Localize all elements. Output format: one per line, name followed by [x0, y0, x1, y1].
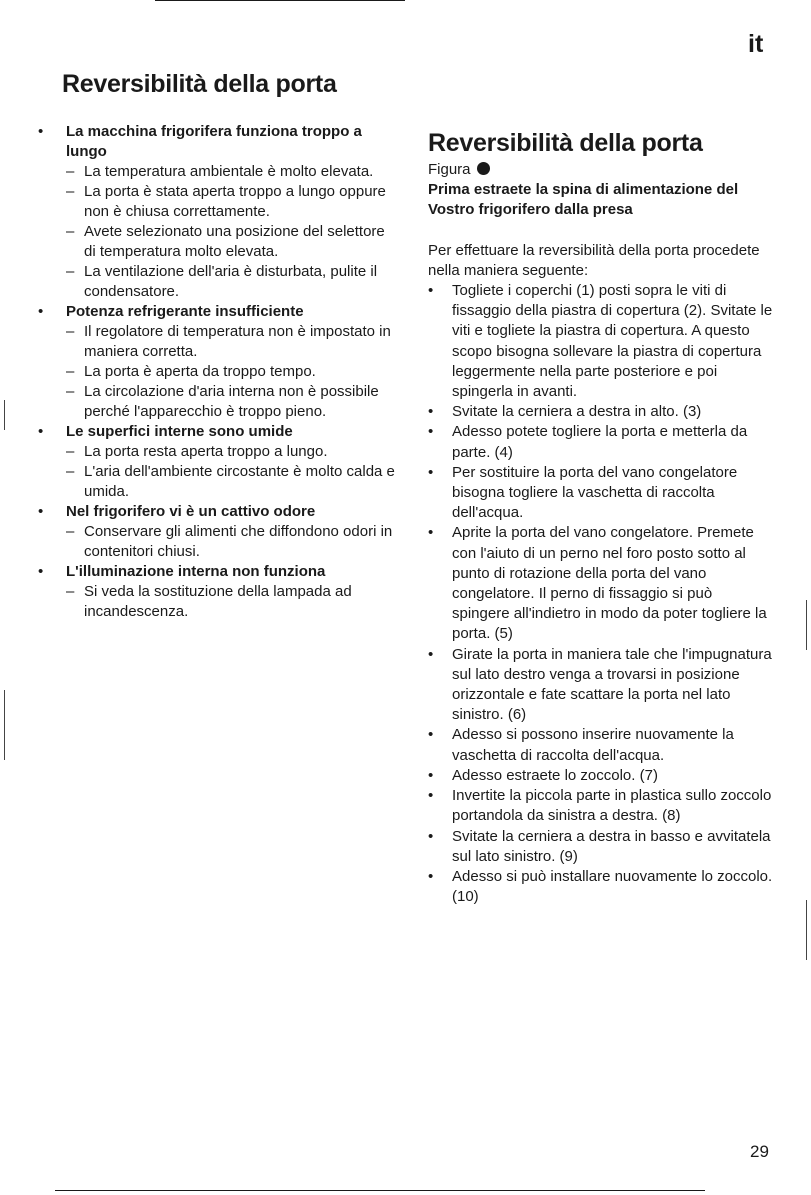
- cause-item: – Si veda la sostituzione della lampada ad incandescenza.: [66, 582, 400, 622]
- step-item: • Togliete i coperchi (1) posti sopra le viti di fissaggio della piastra di copertura (2). Svitate le viti e togliete la piastra di copertura. A questo scopo bisogna sollevare la piastra di copertura leggermente nella parte posteriore e poi spingerla in avanti.: [428, 281, 773, 402]
- top-rule: [155, 0, 405, 1]
- troubleshooting-item: [40, 122, 400, 302]
- troubleshooting-column: [40, 122, 400, 622]
- step-item: • Adesso potete togliere la porta e metterla da parte. (4): [428, 422, 773, 462]
- language-tag: it: [748, 30, 764, 58]
- cause-list: [66, 522, 400, 562]
- unplug-warning: Prima estraete la spina di alimentazione del Vostro frigorifero dalla presa: [428, 181, 739, 219]
- right-edge-mark: [806, 900, 807, 960]
- troubleshooting-heading: • Nel frigorifero vi è un cattivo odore: [66, 503, 316, 520]
- figure-reference: [428, 160, 773, 180]
- bottom-rule: [55, 1190, 705, 1191]
- section-title: Reversibilità della porta: [428, 129, 703, 157]
- troubleshooting-list: [40, 122, 400, 622]
- step-item: • Adesso si possono inserire nuovamente la vaschetta di raccolta dell'acqua.: [428, 725, 773, 765]
- troubleshooting-item: [40, 562, 400, 622]
- cause-list: [66, 582, 400, 622]
- troubleshooting-heading: • L'illuminazione interna non funziona: [66, 563, 326, 580]
- right-edge-mark: [806, 600, 807, 650]
- step-item: • Aprite la porta del vano congelatore. Premete con l'aiuto di un perno nel foro posto sotto al punto di rotazione della porta del vano congelatore. Il perno di fissaggio si può spingere all'indietro in modo da poter togliere la porta. (5): [428, 523, 773, 644]
- cause-item: – La ventilazione dell'aria è disturbata, pulite il condensatore.: [66, 262, 400, 302]
- cause-item: – L'aria dell'ambiente circostante è molto calda e umida.: [66, 462, 400, 502]
- troubleshooting-heading: • Potenza refrigerante insufficiente: [66, 303, 304, 320]
- left-page-title: Reversibilità della porta: [62, 70, 337, 98]
- troubleshooting-item: [40, 422, 400, 502]
- cause-item: – Conservare gli alimenti che diffondono odori in contenitori chiusi.: [66, 522, 400, 562]
- cause-item: – La porta è aperta da troppo tempo.: [66, 362, 400, 382]
- cause-item: – La temperatura ambientale è molto elevata.: [66, 162, 400, 182]
- step-item: • Svitate la cerniera a destra in basso e avvitatela sul lato sinistro. (9): [428, 827, 773, 867]
- step-item: • Svitate la cerniera a destra in alto. (3): [428, 402, 773, 422]
- left-edge-mark: [4, 400, 5, 430]
- page-number: 29: [750, 1142, 769, 1161]
- step-item: • Girate la porta in maniera tale che l'impugnatura sul lato destro venga a trovarsi in posizione orizzontale e fate scattare la porta nel lato sinistro. (6): [428, 645, 773, 726]
- troubleshooting-heading: • La macchina frigorifera funziona troppo a lungo: [66, 123, 362, 160]
- cause-item: – La porta è stata aperta troppo a lungo oppure non è chiusa correttamente.: [66, 182, 400, 222]
- troubleshooting-item: [40, 302, 400, 422]
- cause-item: – La porta resta aperta troppo a lungo.: [66, 442, 400, 462]
- cause-list: [66, 162, 400, 302]
- cause-list: [66, 442, 400, 502]
- step-item: • Per sostituire la porta del vano congelatore bisogna togliere la vaschetta di raccolta dell'acqua.: [428, 463, 773, 524]
- cause-list: [66, 322, 400, 422]
- steps-list: [428, 281, 773, 907]
- step-item: • Invertite la piccola parte in plastica sullo zoccolo portandola da sinistra a destra. (8): [428, 786, 773, 826]
- cause-item: – Il regolatore di temperatura non è impostato in maniera corretta.: [66, 322, 400, 362]
- cause-item: – Avete selezionato una posizione del selettore di temperatura molto elevata.: [66, 222, 400, 262]
- figure-number-icon: [477, 162, 490, 175]
- intro-text: Per effettuare la reversibilità della porta procedete nella maniera seguente:: [428, 241, 760, 279]
- troubleshooting-heading: • Le superfici interne sono umide: [66, 423, 293, 440]
- step-item: • Adesso estraete lo zoccolo. (7): [428, 766, 773, 786]
- figure-label: Figura: [428, 161, 471, 178]
- troubleshooting-item: [40, 502, 400, 562]
- cause-item: – La circolazione d'aria interna non è possibile perché l'apparecchio è troppo pieno.: [66, 382, 400, 422]
- instructions-column: [428, 128, 773, 907]
- left-edge-mark: [4, 690, 5, 760]
- step-item: • Adesso si può installare nuovamente lo zoccolo.(10): [428, 867, 773, 907]
